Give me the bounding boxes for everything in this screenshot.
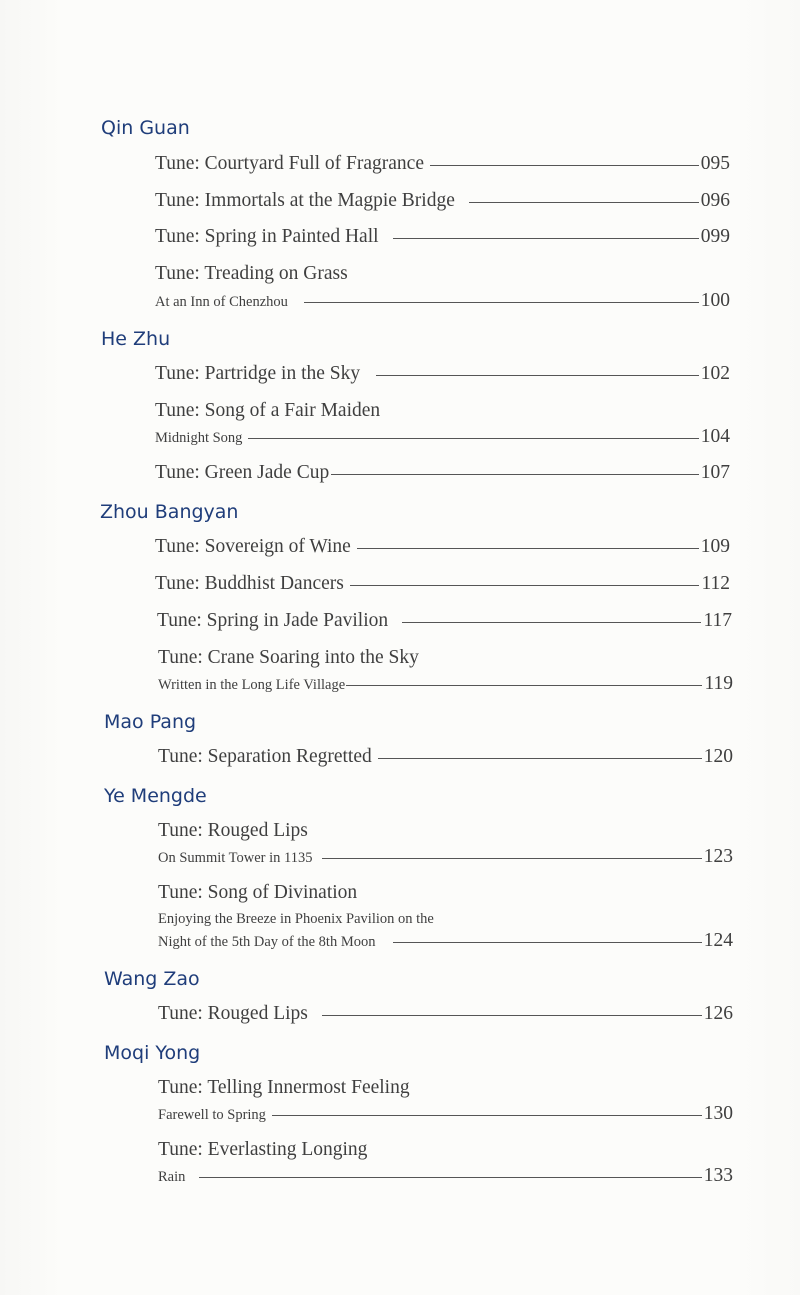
dot-leader [322,1015,702,1016]
page-number: 123 [703,846,733,867]
toc-entry[interactable] [155,153,730,175]
entry-title: Tune: Sovereign of Wine [155,536,351,557]
toc-entry[interactable] [155,573,730,595]
author-heading: Wang Zao [104,968,200,990]
page-number: 130 [703,1103,733,1124]
author-heading: Ye Mengde [104,785,207,807]
dot-leader [430,165,699,166]
toc-entry[interactable] [158,1003,733,1025]
dot-leader [248,438,698,439]
page-number: 120 [703,746,733,767]
author-heading: He Zhu [101,328,171,350]
page-number: 096 [700,190,730,211]
entry-title: Tune: Rouged Lips [158,1003,308,1024]
dot-leader [402,622,701,623]
author-heading: Qin Guan [101,117,190,139]
author-heading: Zhou Bangyan [100,501,239,523]
toc-entry[interactable] [155,190,730,212]
author-heading: Moqi Yong [104,1042,201,1064]
toc-entry[interactable] [155,536,730,558]
entry-subtitle: Rain [158,1169,186,1185]
entry-subtitle: Farewell to Spring [158,1107,266,1123]
dot-leader [393,942,701,943]
entry-title: Tune: Buddhist Dancers [155,573,344,594]
dot-leader [376,375,699,376]
toc-entry[interactable] [155,226,730,248]
page-number: 107 [700,462,730,483]
entry-subtitle: Enjoying the Breeze in Phoenix Pavilion on the [158,911,434,927]
entry-subtitle: Midnight Song [155,430,243,446]
toc-entry[interactable] [158,846,733,868]
page-number: 133 [703,1165,733,1186]
entry-title[interactable]: Tune: Everlasting Longing [158,1139,368,1160]
page-number: 112 [701,573,730,594]
dot-leader [331,474,699,475]
dot-leader [199,1177,701,1178]
toc-entry[interactable] [158,746,733,768]
entry-title: Tune: Spring in Jade Pavilion [157,610,389,631]
entry-title: Tune: Spring in Painted Hall [155,226,379,247]
page-number: 126 [703,1003,733,1024]
dot-leader [378,758,702,759]
toc-entry[interactable] [157,610,732,632]
page-number: 095 [700,153,730,174]
entry-title[interactable]: Tune: Song of Divination [158,882,358,903]
dot-leader [469,202,699,203]
toc-entry[interactable] [155,363,730,385]
page-number: 104 [700,426,730,447]
dot-leader [272,1115,702,1116]
page-number: 102 [700,363,730,384]
entry-title: Tune: Courtyard Full of Fragrance [155,153,424,174]
entry-subtitle: At an Inn of Chenzhou [155,294,288,310]
toc-entry[interactable] [155,462,730,484]
entry-subtitle: Written in the Long Life Village [158,677,346,693]
dot-leader [350,585,700,586]
dot-leader [322,858,701,859]
page-number: 109 [700,536,730,557]
entry-title: Tune: Partridge in the Sky [155,363,361,384]
page-number: 100 [700,290,730,311]
entry-title[interactable]: Tune: Treading on Grass [155,263,348,284]
toc-entry[interactable] [158,1165,733,1187]
page-number: 124 [703,930,733,951]
entry-subtitle: Night of the 5th Day of the 8th Moon [158,934,376,950]
entry-title[interactable]: Tune: Crane Soaring into the Sky [158,647,419,668]
entry-title: Tune: Separation Regretted [158,746,372,767]
entry-title[interactable]: Tune: Song of a Fair Maiden [155,400,381,421]
toc-entry[interactable] [158,1103,733,1125]
dot-leader [393,238,699,239]
page-number: 099 [700,226,730,247]
entry-title: Tune: Green Jade Cup [155,462,330,483]
dot-leader [346,685,702,686]
dot-leader [357,548,699,549]
entry-subtitle: On Summit Tower in 1135 [158,850,313,866]
entry-title[interactable]: Tune: Rouged Lips [158,820,308,841]
toc-entry[interactable] [155,426,730,448]
toc-entry[interactable] [158,673,733,695]
dot-leader [304,302,699,303]
page-number: 119 [704,673,733,694]
toc-entry[interactable] [158,930,733,952]
author-heading: Mao Pang [104,711,197,733]
entry-title: Tune: Immortals at the Magpie Bridge [155,190,455,211]
toc-entry[interactable] [155,290,730,312]
page-number: 117 [703,610,732,631]
entry-title[interactable]: Tune: Telling Innermost Feeling [158,1077,410,1098]
